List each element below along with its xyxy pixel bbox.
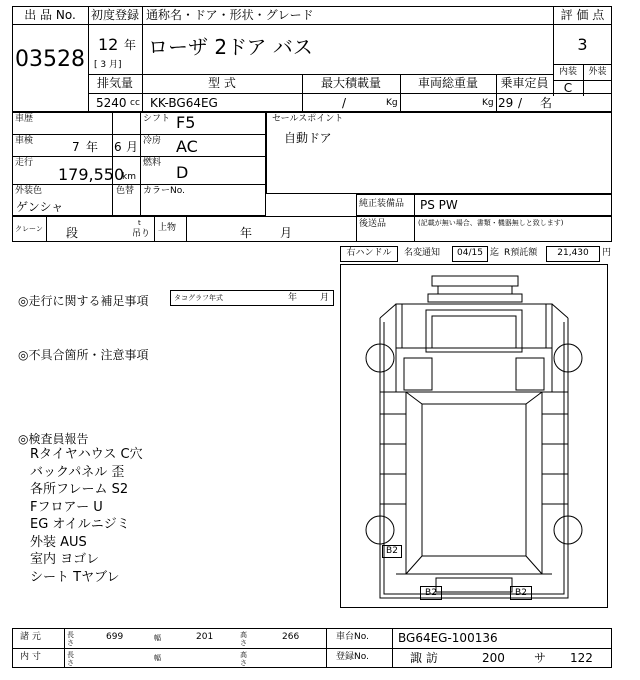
damage-mark-left: B2 (386, 546, 398, 556)
max-load-slash: / (342, 96, 347, 110)
loading-month: 月 (280, 226, 293, 240)
crane-t: t (138, 219, 141, 227)
inspector-item: バックパネル 歪 (30, 464, 125, 480)
deadline-mark: 迄 (490, 248, 500, 258)
first-reg-label: 初度登録 (90, 8, 139, 22)
interior-value: C (563, 81, 573, 95)
inspection-month-unit: 月 (126, 140, 139, 154)
loading-label: 上物 (158, 223, 177, 233)
registration-kana: サ (534, 651, 547, 665)
damage-mark-bottom-left: B2 (425, 588, 437, 598)
displacement-label: 排気量 (96, 76, 133, 90)
steering-value: 右ハンドル (346, 248, 392, 258)
year-unit: 年 (124, 38, 137, 52)
driving-notes-label: ◎走行に関する補足事項 (18, 294, 149, 308)
equipment-value: PS PW (420, 198, 458, 212)
recycle-value: 21,430 (557, 248, 589, 258)
exterior-label: 外装 (588, 67, 607, 77)
inspector-item: Fフロアー U (30, 499, 103, 515)
length-label: 長さ (67, 631, 74, 647)
displacement-value: 5240 (96, 96, 127, 110)
inner-height-label: 高さ (240, 651, 247, 667)
ac-label: 冷房 (143, 136, 162, 146)
inspection-label: 車検 (15, 136, 34, 146)
inner-length-label: 長さ (67, 651, 74, 667)
name-change-date: 04/15 (457, 248, 483, 258)
car-name: ローザ 2ドア バス (148, 35, 313, 59)
mileage-value: 179,550 (58, 165, 125, 184)
exterior-color-label: 外装色 (15, 186, 43, 196)
width-value: 201 (196, 632, 214, 642)
registration-area: 諏 訪 (410, 651, 438, 665)
inspector-item: 各所フレーム S2 (30, 482, 129, 497)
lot-number: 03528 (15, 47, 85, 72)
equipment-label: 純正装備品 (359, 199, 405, 209)
capacity-slash: / (518, 96, 523, 110)
tachograph-month: 月 (320, 293, 330, 303)
width-label: 幅 (154, 634, 161, 642)
inspector-item: Rタイヤハウス C穴 (30, 447, 143, 462)
sales-point-value: 自動ドア (284, 131, 332, 145)
inspection-year: 7 (72, 140, 80, 154)
crane-label: クレーン (15, 225, 43, 233)
inspector-list (30, 446, 143, 586)
capacity-unit: 名 (540, 96, 553, 110)
inspection-month: 6 (114, 140, 122, 154)
sales-point-label: セールスポイント (272, 114, 344, 124)
tachograph-label: タコグラフ年式 (174, 294, 223, 302)
crane-dan: 段 (66, 226, 79, 240)
lot-label: 出 品 No. (24, 8, 76, 22)
inspector-item: シート Tヤブレ (30, 569, 120, 585)
retrofit-label: 後送品 (359, 219, 387, 229)
registration-number: 122 (570, 651, 593, 665)
inspector-item: EG オイルニジミ (30, 517, 130, 532)
inspection-year-unit: 年 (86, 140, 99, 154)
yen-unit: 円 (602, 248, 612, 258)
exterior-color-value: ゲンシャ (16, 200, 64, 214)
color-change-label: 色替 (116, 186, 135, 196)
defects-label: ◎不具合箇所・注意事項 (18, 348, 149, 362)
fuel-label: 燃料 (143, 158, 162, 168)
height-label: 高さ (240, 631, 247, 647)
chassis-value: BG64EG-100136 (398, 631, 498, 645)
kg-unit-2: Kg (482, 98, 494, 108)
mileage-unit: km (122, 172, 136, 182)
interior-label: 内装 (558, 67, 577, 77)
damage-mark-bottom-right: B2 (515, 588, 527, 598)
capacity-value: 29 (498, 96, 514, 110)
ac-value: AC (176, 137, 198, 156)
crane-tsuri: 吊り (132, 229, 151, 239)
max-load-label: 最大積載量 (320, 76, 381, 90)
tachograph-year: 年 (288, 293, 298, 303)
model-value: KK-BG64EG (150, 96, 218, 110)
inner-dims-label: 内 寸 (20, 652, 41, 662)
capacity-label: 乗車定員 (500, 76, 549, 90)
length-value: 699 (106, 632, 124, 642)
retrofit-note: (記載が無い場合、書類・機器無しと致します) (418, 219, 564, 227)
color-code-label: カラーNo. (143, 186, 185, 196)
registration-class: 200 (482, 651, 505, 665)
height-value: 266 (282, 632, 300, 642)
mileage-label: 走行 (15, 158, 34, 168)
inspector-item: 外装 AUS (30, 534, 87, 550)
inner-width-label: 幅 (154, 654, 161, 662)
history-label: 車歴 (15, 114, 34, 124)
name-change-label: 名変通知 (404, 248, 441, 258)
inspector-label: ◎検査員報告 (18, 432, 89, 446)
fuel-value: D (176, 163, 189, 182)
bus-diagram (340, 264, 608, 608)
rating-value: 3 (577, 35, 588, 54)
inspector-item: 室内 ヨゴレ (30, 552, 100, 567)
shift-value: F5 (176, 113, 196, 132)
dims-label: 諸 元 (20, 632, 41, 642)
name-label: 通称名・ドア・形状・グレード (146, 8, 314, 22)
loading-year: 年 (240, 226, 253, 240)
displacement-unit: cc (130, 98, 140, 108)
first-reg-month: [ 3 月] (94, 60, 122, 70)
chassis-label: 車台No. (336, 632, 369, 642)
first-reg-year: 12 (98, 35, 119, 54)
shift-label: シフト (143, 114, 171, 124)
kg-unit-1: Kg (386, 98, 398, 108)
recycle-label: R預託額 (504, 248, 538, 258)
gross-weight-label: 車両総重量 (417, 76, 478, 90)
model-label: 型 式 (208, 76, 236, 90)
rating-label: 評 価 点 (560, 8, 605, 22)
registration-label: 登録No. (336, 652, 369, 662)
